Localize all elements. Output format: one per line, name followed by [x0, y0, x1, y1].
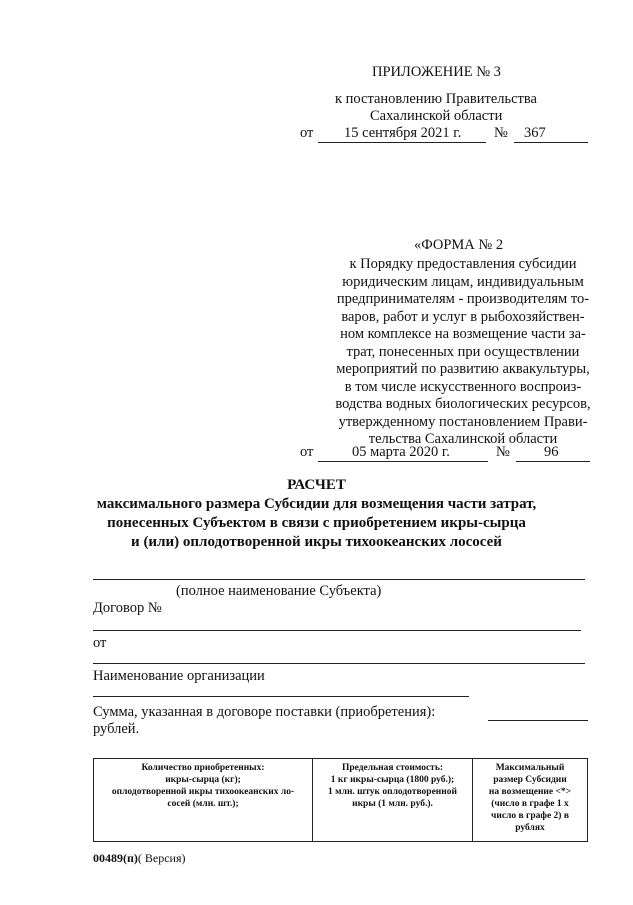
org-label: Наименование организации	[93, 668, 265, 684]
title-line: понесенных Субъектом в связи с приобретением икры-сырца	[107, 515, 526, 531]
document-version: ( Версия)	[137, 851, 186, 865]
footer	[93, 851, 186, 866]
contract-from-label: от	[93, 635, 107, 651]
resolution-number: 367	[524, 125, 546, 141]
sum-label: Сумма, указанная в договоре поставки (приобретения):	[93, 704, 436, 720]
appendix-title: ПРИЛОЖЕНИЕ № 3	[372, 64, 501, 80]
sum-value-line[interactable]	[488, 720, 588, 721]
subject-hint: (полное наименование Субъекта)	[176, 583, 382, 599]
document-code: 00489(п)	[93, 851, 138, 865]
contract-label: Договор №	[93, 600, 162, 616]
region-name: Сахалинской области	[370, 108, 503, 124]
form-line: ном комплексе на возмещение части за-	[340, 326, 586, 342]
table-header-row	[94, 759, 588, 842]
date-underline	[318, 142, 486, 143]
contract-date-line[interactable]	[93, 663, 585, 664]
subject-name-line[interactable]	[93, 579, 585, 580]
form-line: предпринимателям - производителям то-	[336, 291, 590, 307]
form-line: трат, понесенных при осуществлении	[346, 343, 580, 360]
form-line: варов, работ и услуг в рыбохозяйствен-	[341, 308, 585, 325]
resolution-ref: к постановлению Правительства	[335, 91, 537, 107]
org-name-line[interactable]	[93, 696, 469, 697]
form-line: в том числе искусственного воспроиз-	[344, 378, 582, 395]
title-main: РАСЧЕТ	[287, 477, 346, 493]
form-line: водства водных биологических ресурсов,	[335, 396, 591, 412]
rubles-label: рублей.	[93, 721, 140, 737]
resolution-date: 15 сентября 2021 г.	[344, 125, 462, 141]
form-line: к Порядку предоставления субсидии	[349, 256, 577, 272]
form-number: 96	[544, 444, 559, 460]
form-line: тельства Сахалинской области	[368, 431, 558, 447]
title-line: максимального размера Субсидии для возмещения части затрат,	[96, 496, 537, 512]
number-label: №	[494, 125, 508, 141]
form-date-from-label: от	[300, 444, 314, 460]
date-from-label: от	[300, 125, 314, 141]
form-number-label: №	[496, 444, 510, 460]
form-description	[320, 256, 606, 449]
contract-line[interactable]	[93, 630, 581, 631]
form-date: 05 марта 2020 г.	[352, 444, 450, 460]
document-title	[40, 476, 593, 552]
table-header-price: Предельная стоимость: 1 кг икры-сырца (1800 руб.); 1 млн. штук оплодотворенной икры (1 млн. руб.).	[313, 759, 473, 842]
form-date-underline	[318, 461, 488, 462]
form-title: «ФОРМА № 2	[414, 237, 504, 253]
form-line: мероприятий по развитию аквакультуры,	[336, 361, 590, 377]
form-number-underline	[516, 461, 590, 462]
number-underline	[514, 142, 588, 143]
title-line: и (или) оплодотворенной икры тихоокеанских лососей	[131, 534, 502, 550]
calculation-table	[93, 758, 588, 842]
table-header-subsidy: Максимальный размер Субсидии на возмещение <*> (число в графе 1 х число в графе 2) в рублях	[473, 759, 588, 842]
form-line: юридическим лицам, индивидуальным	[342, 273, 584, 290]
table-header-quantity: Количество приобретенных: икры-сырца (кг); оплодотворенной икры тихоокеанских ло- сосей (млн. шт.);	[94, 759, 313, 842]
form-line: утвержденному постановлением Прави-	[338, 413, 588, 430]
